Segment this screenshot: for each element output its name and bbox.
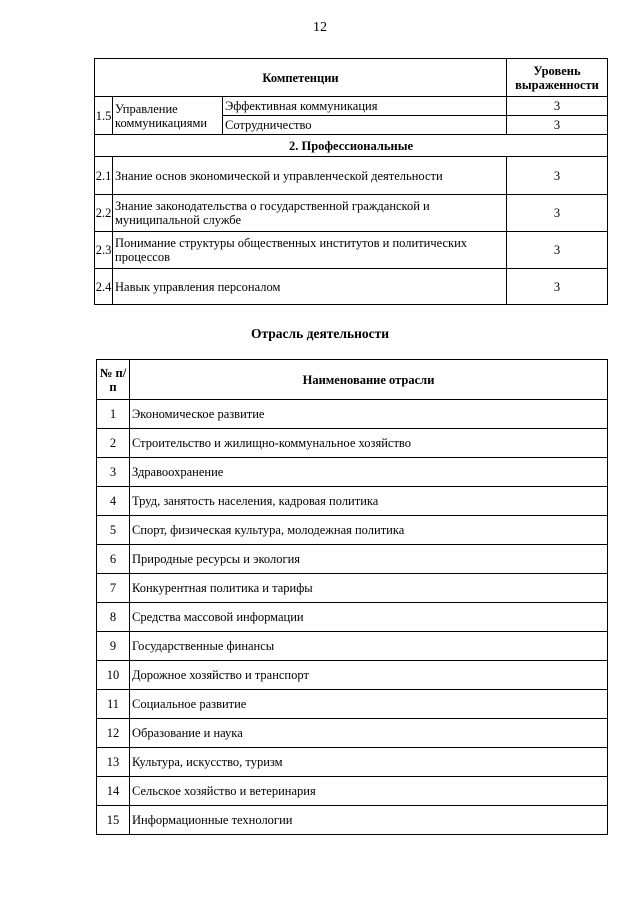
industry-name: Государственные финансы [130,632,608,661]
section-row [95,135,608,157]
table-row [95,97,608,116]
page-number: 12 [313,20,327,35]
industry-number: 12 [97,719,130,748]
industry-name: Сельское хозяйство и ветеринария [130,777,608,806]
industry-name: Труд, занятость населения, кадровая политика [130,487,608,516]
table-row [97,661,608,690]
competency-value: 3 [507,232,608,269]
competency-value: 3 [507,97,608,116]
row-number: 2.1 [95,157,113,195]
industry-number: 6 [97,545,130,574]
industry-number: 4 [97,487,130,516]
industry-number: 11 [97,690,130,719]
industry-name: Здравоохранение [130,458,608,487]
industry-number: 2 [97,429,130,458]
industries-header-row [97,360,608,400]
industry-name: Экономическое развитие [130,400,608,429]
table-row [97,429,608,458]
table-row [95,232,608,269]
table-row [97,603,608,632]
industry-number: 7 [97,574,130,603]
industry-number: 9 [97,632,130,661]
industry-number: 15 [97,806,130,835]
industry-number: 8 [97,603,130,632]
table-row [95,157,608,195]
industry-number: 10 [97,661,130,690]
table-row [97,545,608,574]
competencies-table [94,58,608,305]
competency-name: Эффективная коммуникация [223,97,507,116]
industry-name: Спорт, физическая культура, молодежная политика [130,516,608,545]
industry-name-header: Наименование отрасли [130,360,608,400]
industry-name: Культура, искусство, туризм [130,748,608,777]
table-row [97,632,608,661]
competency-value: 3 [507,195,608,232]
industry-name: Природные ресурсы и экология [130,545,608,574]
competency-name: Знание основ экономической и управленческой деятельности [113,157,507,195]
competency-value: 3 [507,116,608,135]
table-row [97,516,608,545]
competency-value: 3 [507,157,608,195]
industry-name: Образование и наука [130,719,608,748]
industry-number: 14 [97,777,130,806]
table-row [97,487,608,516]
number-header: № п/п [97,360,130,400]
section-title: 2. Профессиональные [95,135,608,157]
competencies-header: Компетенции [95,59,507,97]
industry-name: Строительство и жилищно-коммунальное хозяйство [130,429,608,458]
row-number: 2.2 [95,195,113,232]
row-number: 1.5 [95,97,113,135]
industry-section-title: Отрасль деятельности [250,326,390,341]
industries-body [97,400,608,835]
industry-name: Конкурентная политика и тарифы [130,574,608,603]
table-row [97,777,608,806]
industries-table [96,359,608,835]
industry-name: Средства массовой информации [130,603,608,632]
table-row [97,400,608,429]
competency-group-name: Управление коммуникациями [113,97,223,135]
row-number: 2.4 [95,269,113,305]
industry-number: 3 [97,458,130,487]
table-row [95,269,608,305]
table-row [97,690,608,719]
table-row [97,719,608,748]
industry-name: Социальное развитие [130,690,608,719]
competency-name: Понимание структуры общественных институтов и политических процессов [113,232,507,269]
table-row [97,748,608,777]
competency-value: 3 [507,269,608,305]
competency-name: Сотрудничество [223,116,507,135]
table-row [97,574,608,603]
industry-number: 1 [97,400,130,429]
row-number: 2.3 [95,232,113,269]
industry-number: 5 [97,516,130,545]
table-row [95,195,608,232]
level-header: Уровень выраженности [507,59,608,97]
industry-name: Дорожное хозяйство и транспорт [130,661,608,690]
competency-name: Навык управления персоналом [113,269,507,305]
industry-name: Информационные технологии [130,806,608,835]
industry-number: 13 [97,748,130,777]
table-row [97,458,608,487]
competencies-header-row [95,59,608,97]
table-row [97,806,608,835]
competency-name: Знание законодательства о государственной гражданской и муниципальной службе [113,195,507,232]
